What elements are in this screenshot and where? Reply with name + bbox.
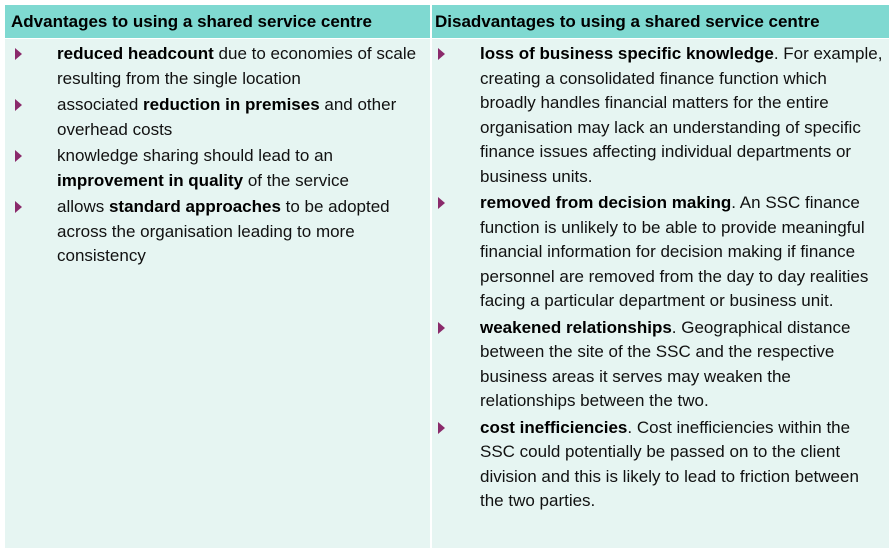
advantage-item: associated reduction in premises and other overhead costs bbox=[5, 93, 430, 142]
disadvantages-header: Disadvantages to using a shared service centre bbox=[432, 5, 889, 38]
triangle-bullet-icon bbox=[438, 48, 445, 60]
advantages-header: Advantages to using a shared service centre bbox=[5, 5, 430, 38]
triangle-bullet-icon bbox=[438, 197, 445, 209]
disadvantage-item: weakened relationships. Geographical distance between the site of the SSC and the respective business areas it serves may weaken the relationships between the two. bbox=[432, 316, 889, 414]
advantages-cell bbox=[5, 39, 430, 548]
disadvantage-item: cost inefficiencies. Cost inefficiencies within the SSC could potentially be passed on to the client division and this is likely to lead to friction between the two parties. bbox=[432, 416, 889, 514]
triangle-bullet-icon bbox=[15, 99, 22, 111]
advantage-item: allows standard approaches to be adopted across the organisation leading to more consistency bbox=[5, 195, 430, 269]
triangle-bullet-icon bbox=[438, 422, 445, 434]
disadvantage-item: removed from decision making. An SSC finance function is unlikely to be able to provide meaningful financial information for decision making if finance personnel are removed from the day to day realities facing a particular department or business unit. bbox=[432, 191, 889, 314]
advantage-item: reduced headcount due to economies of scale resulting from the single location bbox=[5, 42, 430, 91]
comparison-table bbox=[5, 5, 889, 549]
disadvantages-cell bbox=[432, 39, 889, 548]
advantage-item: knowledge sharing should lead to an improvement in quality of the service bbox=[5, 144, 430, 193]
triangle-bullet-icon bbox=[15, 48, 22, 60]
triangle-bullet-icon bbox=[15, 150, 22, 162]
disadvantages-list bbox=[432, 42, 889, 514]
triangle-bullet-icon bbox=[15, 201, 22, 213]
disadvantage-item: loss of business specific knowledge. For example, creating a consolidated finance function which broadly handles financial matters for the entire organisation may lack an understanding of specific finance issues affecting individual departments or business units. bbox=[432, 42, 889, 189]
advantages-list bbox=[5, 42, 430, 269]
triangle-bullet-icon bbox=[438, 322, 445, 334]
